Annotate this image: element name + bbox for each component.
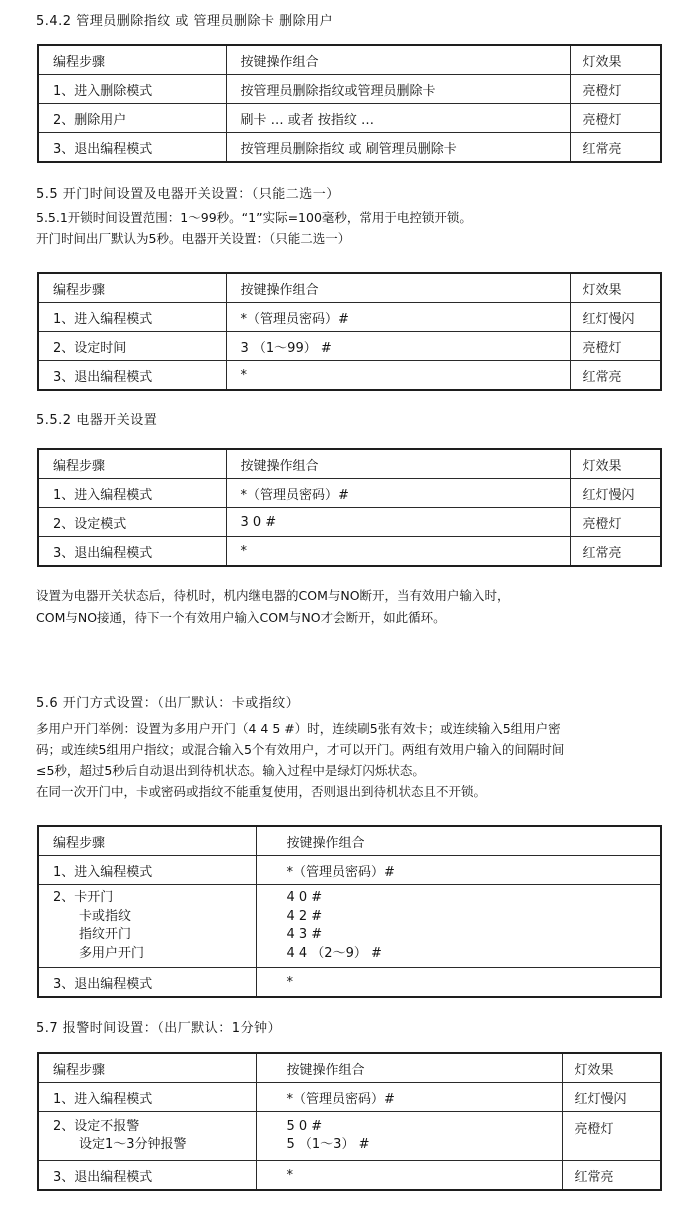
multi-user-para-line-1: 多用户开门举例：设置为多用户开门（4 4 5 #）时，连续刷5张有效卡；或连续输入5组用户密 xyxy=(36,721,561,736)
step-cell: 3、退出编程模式 xyxy=(38,361,226,391)
step-line: 2、设定不报警 xyxy=(53,1118,140,1134)
step-cell: 1、进入编程模式 xyxy=(38,1083,256,1112)
step-cell xyxy=(38,1112,256,1161)
step-cell: 1、进入编程模式 xyxy=(38,856,256,885)
keys-cell: *（管理员密码）# xyxy=(256,856,661,885)
table-5-6 xyxy=(37,825,662,998)
step-cell xyxy=(38,885,256,968)
keys-cell: 3 （1～99） # xyxy=(226,332,570,361)
relay-note-line-2: COM与NO接通，待下一个有效用户输入COM与NO才会断开，如此循环。 xyxy=(36,610,446,625)
header-light: 灯效果 xyxy=(570,273,661,303)
step-cell: 2、设定时间 xyxy=(38,332,226,361)
light-cell: 红常亮 xyxy=(570,133,661,163)
section-heading-5-6: 5.6 开门方式设置：（出厂默认：卡或指纹） xyxy=(36,696,300,711)
keys-cell: 按管理员删除指纹 或 刷管理员删除卡 xyxy=(226,133,570,163)
section-heading-5-7: 5.7 报警时间设置：（出厂默认：1分钟） xyxy=(36,1021,282,1036)
table-row xyxy=(38,332,661,361)
header-step: 编程步骤 xyxy=(38,273,226,303)
keys-cell: 刷卡 … 或者 按指纹 … xyxy=(226,104,570,133)
table-5-5-1 xyxy=(37,272,662,391)
light-cell: 亮橙灯 xyxy=(570,332,661,361)
light-cell: 亮橙灯 xyxy=(562,1112,661,1161)
table-header-row xyxy=(38,273,661,303)
key-line: 5 0 # xyxy=(286,1118,323,1134)
section-heading-5-5: 5.5 开门时间设置及电器开关设置：（只能二选一） xyxy=(36,187,340,202)
step-cell: 1、进入删除模式 xyxy=(38,75,226,104)
light-cell: 红常亮 xyxy=(562,1161,661,1191)
step-line: 指纹开门 xyxy=(79,927,132,942)
keys-cell xyxy=(256,885,661,968)
header-step: 编程步骤 xyxy=(38,449,226,479)
light-cell: 亮橙灯 xyxy=(570,508,661,537)
step-cell: 3、退出编程模式 xyxy=(38,968,256,998)
table-row xyxy=(38,508,661,537)
header-keys: 按键操作组合 xyxy=(226,45,570,75)
paragraph-default-time: 开门时间出厂默认为5秒。电器开关设置：（只能二选一） xyxy=(36,231,351,246)
table-row xyxy=(38,1161,661,1191)
light-cell: 红常亮 xyxy=(570,361,661,391)
table-row xyxy=(38,361,661,391)
table-header-row xyxy=(38,449,661,479)
key-line: 4 2 # xyxy=(286,908,323,924)
paragraph-5-5-1: 5.5.1开锁时间设置范围：1～99秒。“1”实际=100毫秒，常用于电控锁开锁。 xyxy=(36,210,472,225)
table-row xyxy=(38,75,661,104)
keys-cell: *（管理员密码）# xyxy=(256,1083,562,1112)
table-row xyxy=(38,1112,661,1161)
key-line: 4 3 # xyxy=(286,927,323,942)
header-step: 编程步骤 xyxy=(38,45,226,75)
table-5-4-2 xyxy=(37,44,662,163)
step-cell: 2、设定模式 xyxy=(38,508,226,537)
table-row xyxy=(38,303,661,332)
table-header-row xyxy=(38,826,661,856)
step-line: 卡或指纹 xyxy=(79,908,132,924)
light-cell: 红常亮 xyxy=(570,537,661,567)
multi-user-para-line-2: 码；或连续5组用户指纹；或混合输入5个有效用户，才可以开门。两组有效用户输入的间隔时间 xyxy=(36,742,565,757)
light-cell: 红灯慢闪 xyxy=(570,303,661,332)
step-line: 多用户开门 xyxy=(79,945,145,961)
header-light: 灯效果 xyxy=(562,1053,661,1083)
table-row xyxy=(38,1083,661,1112)
step-cell: 2、删除用户 xyxy=(38,104,226,133)
header-keys: 按键操作组合 xyxy=(256,1053,562,1083)
light-cell: 亮橙灯 xyxy=(570,104,661,133)
step-cell: 3、退出编程模式 xyxy=(38,133,226,163)
keys-cell: 3 0 # xyxy=(226,508,570,537)
step-cell: 3、退出编程模式 xyxy=(38,1161,256,1191)
step-cell: 3、退出编程模式 xyxy=(38,537,226,567)
keys-cell: 按管理员删除指纹或管理员删除卡 xyxy=(226,75,570,104)
multi-user-para-line-4: 在同一次开门中，卡或密码或指纹不能重复使用，否则退出到待机状态且不开锁。 xyxy=(36,784,487,799)
light-cell: 亮橙灯 xyxy=(570,75,661,104)
step-line: 2、卡开门 xyxy=(53,890,114,905)
header-keys: 按键操作组合 xyxy=(226,273,570,303)
keys-cell: * xyxy=(226,537,570,567)
keys-cell: *（管理员密码）# xyxy=(226,479,570,508)
table-header-row xyxy=(38,1053,661,1083)
table-5-7 xyxy=(37,1052,662,1191)
keys-cell: * xyxy=(256,968,661,998)
keys-cell: *（管理员密码）# xyxy=(226,303,570,332)
table-row xyxy=(38,133,661,163)
table-5-5-2 xyxy=(37,448,662,567)
header-light: 灯效果 xyxy=(570,449,661,479)
keys-cell xyxy=(256,1112,562,1161)
table-row xyxy=(38,856,661,885)
key-line: 4 0 # xyxy=(286,890,323,905)
relay-note-line-1: 设置为电器开关状态后，待机时，机内继电器的COM与NO断开，当有效用户输入时， xyxy=(36,588,510,603)
key-line: 4 4 （2～9） # xyxy=(286,945,382,961)
table-row xyxy=(38,537,661,567)
table-row xyxy=(38,104,661,133)
step-line: 设定1～3分钟报警 xyxy=(79,1137,187,1152)
step-cell: 1、进入编程模式 xyxy=(38,303,226,332)
table-row xyxy=(38,885,661,968)
keys-cell: * xyxy=(226,361,570,391)
section-heading-5-5-2: 5.5.2 电器开关设置 xyxy=(36,413,158,428)
light-cell: 红灯慢闪 xyxy=(570,479,661,508)
step-cell: 1、进入编程模式 xyxy=(38,479,226,508)
header-light: 灯效果 xyxy=(570,45,661,75)
header-step: 编程步骤 xyxy=(38,826,256,856)
light-cell: 红灯慢闪 xyxy=(562,1083,661,1112)
header-keys: 按键操作组合 xyxy=(226,449,570,479)
table-row xyxy=(38,968,661,998)
multi-user-para-line-3: ≤5秒，超过5秒后自动退出到待机状态。输入过程中是绿灯闪烁状态。 xyxy=(36,763,425,778)
table-header-row xyxy=(38,45,661,75)
header-keys: 按键操作组合 xyxy=(256,826,661,856)
table-row xyxy=(38,479,661,508)
keys-cell: * xyxy=(256,1161,562,1191)
header-step: 编程步骤 xyxy=(38,1053,256,1083)
section-heading-5-4-2: 5.4.2 管理员删除指纹 或 管理员删除卡 删除用户 xyxy=(36,14,334,29)
key-line: 5 （1～3） # xyxy=(286,1137,370,1152)
